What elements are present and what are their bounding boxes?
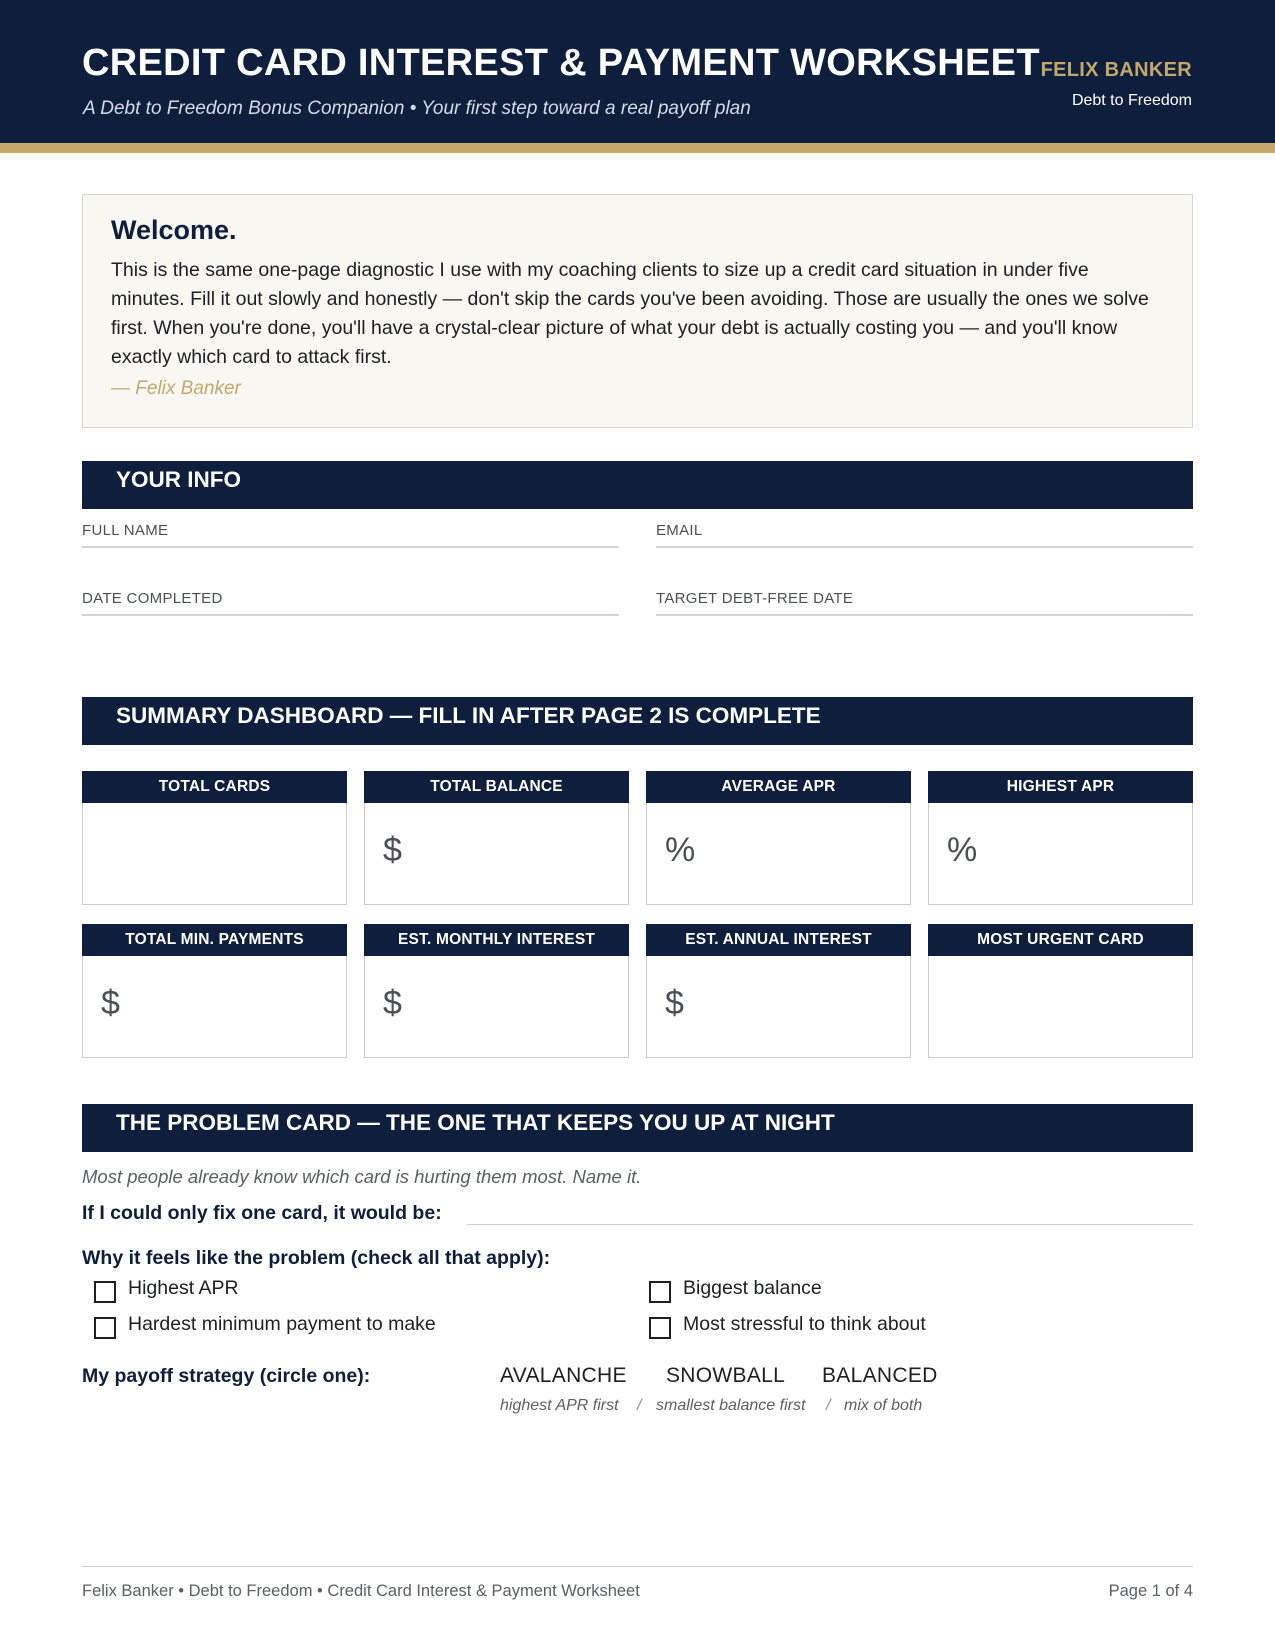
highest-apr-label: HIGHEST APR xyxy=(928,771,1193,803)
most-urgent-card-input[interactable] xyxy=(928,956,1193,1058)
est-annual-interest-card xyxy=(646,924,911,1058)
checkbox-icon[interactable] xyxy=(94,1281,116,1303)
separator: / xyxy=(637,1397,642,1414)
most-urgent-card-card xyxy=(928,924,1193,1058)
highest-apr-card xyxy=(928,771,1193,905)
total-cards-label: TOTAL CARDS xyxy=(82,771,347,803)
brand-name: FELIX BANKER xyxy=(1040,59,1192,81)
avalanche-description: highest APR first xyxy=(500,1397,619,1414)
target-date-field[interactable] xyxy=(656,590,1193,616)
email-label: EMAIL xyxy=(656,522,703,539)
section-summary-dashboard: SUMMARY DASHBOARD — FILL IN AFTER PAGE 2 IS COMPLETE xyxy=(82,697,1193,745)
total-min-payments-label: TOTAL MIN. PAYMENTS xyxy=(82,924,347,956)
welcome-signature: — Felix Banker xyxy=(111,378,241,399)
most-urgent-card-label: MOST URGENT CARD xyxy=(928,924,1193,956)
total-min-payments-card xyxy=(82,924,347,1058)
strategy-avalanche[interactable]: AVALANCHE xyxy=(500,1364,627,1387)
email-field[interactable] xyxy=(656,522,1193,548)
total-cards-input[interactable] xyxy=(82,803,347,905)
strategy-snowball[interactable]: SNOWBALL xyxy=(666,1364,786,1387)
dollar-symbol: $ xyxy=(665,984,684,1022)
welcome-body: This is the same one-page diagnostic I use with my coaching clients to size up a credit card situation in under five minutes. Fill it out slowly and honestly — don't skip the cards you've been avoiding. Those are usually the ones we solve first. When you're done, you'll have a crystal-clear picture of what your debt is actually costing you — and you'll know exactly which card to attack first. xyxy=(111,259,1149,368)
percent-symbol: % xyxy=(947,831,978,869)
highest-apr-input[interactable] xyxy=(928,803,1193,905)
document-title: CREDIT CARD INTEREST & PAYMENT WORKSHEET xyxy=(82,42,1040,84)
total-balance-label: TOTAL BALANCE xyxy=(364,771,629,803)
dollar-symbol: $ xyxy=(383,984,402,1022)
date-completed-label: DATE COMPLETED xyxy=(82,590,223,607)
header-gold-stripe xyxy=(0,143,1275,153)
fix-one-card-field[interactable] xyxy=(467,1224,1193,1225)
total-balance-input[interactable] xyxy=(364,803,629,905)
separator: / xyxy=(826,1397,831,1414)
target-date-label: TARGET DEBT-FREE DATE xyxy=(656,590,854,607)
fix-one-card-label: If I could only fix one card, it would be: xyxy=(82,1202,442,1224)
percent-symbol: % xyxy=(665,831,696,869)
average-apr-input[interactable] xyxy=(646,803,911,905)
total-balance-card xyxy=(364,771,629,905)
strategy-balanced[interactable]: BALANCED xyxy=(822,1364,938,1387)
check-most-stressful-label: Most stressful to think about xyxy=(683,1313,926,1335)
check-highest-apr-label: Highest APR xyxy=(128,1277,239,1299)
welcome-heading: Welcome. xyxy=(111,215,237,245)
est-monthly-interest-card xyxy=(364,924,629,1058)
est-annual-interest-label: EST. ANNUAL INTEREST xyxy=(646,924,911,956)
footer-divider xyxy=(82,1566,1193,1567)
check-biggest-balance-label: Biggest balance xyxy=(683,1277,822,1299)
total-min-payments-input[interactable] xyxy=(82,956,347,1058)
welcome-box xyxy=(82,194,1193,428)
est-monthly-interest-input[interactable] xyxy=(364,956,629,1058)
est-annual-interest-input[interactable] xyxy=(646,956,911,1058)
balanced-description: mix of both xyxy=(844,1397,923,1414)
average-apr-label: AVERAGE APR xyxy=(646,771,911,803)
date-completed-field[interactable] xyxy=(82,590,619,616)
check-hardest-minimum-label: Hardest minimum payment to make xyxy=(128,1313,436,1335)
footer-credits: Felix Banker • Debt to Freedom • Credit Card Interest & Payment Worksheet xyxy=(82,1582,640,1600)
full-name-label: FULL NAME xyxy=(82,522,169,539)
average-apr-card xyxy=(646,771,911,905)
problem-note: Most people already know which card is hurting them most. Name it. xyxy=(82,1166,642,1187)
snowball-description: smallest balance first xyxy=(656,1397,806,1414)
total-cards-card xyxy=(82,771,347,905)
dollar-symbol: $ xyxy=(383,831,402,869)
section-your-info: YOUR INFO xyxy=(82,461,1193,509)
full-name-field[interactable] xyxy=(82,522,619,548)
checkbox-icon[interactable] xyxy=(649,1317,671,1339)
checkbox-icon[interactable] xyxy=(94,1317,116,1339)
payoff-strategy-label: My payoff strategy (circle one): xyxy=(82,1365,371,1387)
est-monthly-interest-label: EST. MONTHLY INTEREST xyxy=(364,924,629,956)
dollar-symbol: $ xyxy=(101,984,120,1022)
why-problem-label: Why it feels like the problem (check all that apply): xyxy=(82,1247,551,1269)
brand-tagline: Debt to Freedom xyxy=(1071,92,1192,109)
document-subtitle: A Debt to Freedom Bonus Companion • Your first step toward a real payoff plan xyxy=(83,98,751,119)
section-problem-card: THE PROBLEM CARD — THE ONE THAT KEEPS YOU UP AT NIGHT xyxy=(82,1104,1193,1152)
page-number: Page 1 of 4 xyxy=(1108,1582,1193,1600)
checkbox-icon[interactable] xyxy=(649,1281,671,1303)
